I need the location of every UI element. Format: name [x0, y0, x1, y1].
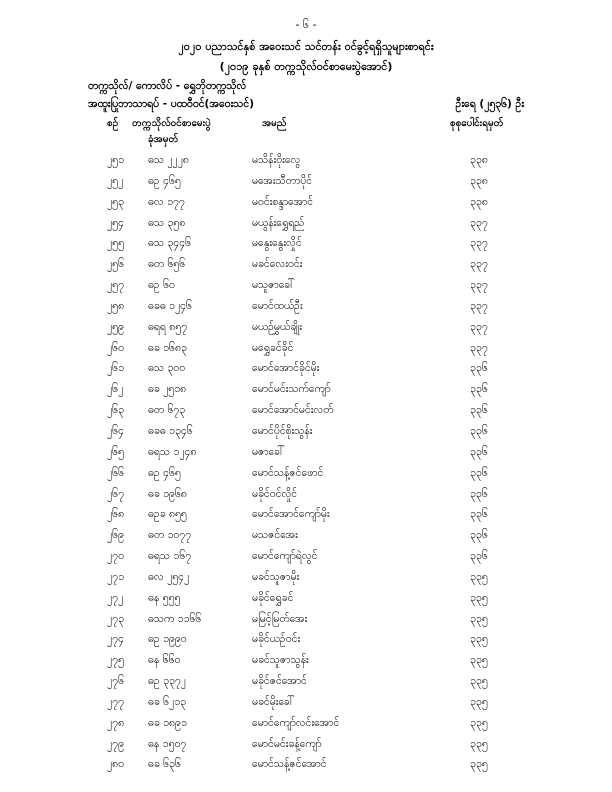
roll-number: ဓဥ ၆၀ — [148, 279, 175, 292]
total-score: ၃၃၇ — [470, 279, 488, 292]
row-number: ၂၅၁ — [107, 154, 124, 166]
roll-number: ဓန ၁၅၀၇ — [148, 737, 187, 750]
student-name: မခင်သူဇာသွန်း — [252, 654, 309, 667]
total-score: ၃၃၅ — [470, 633, 488, 646]
student-name: မောင်အောင်ခိုင်မိုး — [252, 362, 320, 375]
total-score: ၃၃၆ — [470, 550, 488, 563]
table-row — [0, 758, 612, 779]
roll-number: ဓဥခ ၈၅၅ — [148, 508, 187, 521]
student-name: မခိုင်ဝင်လှိုင် — [252, 487, 298, 500]
row-number: ၂၇၈ — [107, 716, 125, 729]
roll-number: ဓရသ ၁၆၇ — [148, 550, 192, 563]
row-number: ၂၇၆ — [107, 675, 124, 688]
table-row — [0, 633, 612, 654]
table-row — [0, 675, 612, 696]
roll-number: ဓရသ ၁၂၄၈ — [148, 445, 197, 458]
total-score: ၃၃၅ — [470, 758, 488, 771]
table-row — [0, 592, 612, 613]
table-row — [0, 717, 612, 738]
roll-number: ဓန ၅၅၅ — [148, 591, 181, 604]
row-number: ၂၆၂ — [107, 383, 124, 396]
row-number: ၂၆၃ — [107, 404, 124, 417]
student-name: မယွန်းရွှေရည် — [252, 216, 305, 229]
row-number: ၂၅၆ — [107, 258, 124, 271]
student-name: မသူဇာခေါ် — [252, 279, 295, 292]
table-row — [0, 342, 612, 363]
row-number: ၂၇၇ — [107, 695, 124, 708]
row-number: ၂၆၄ — [107, 424, 124, 437]
roll-number: ဓခဓ ၁၃၄၆ — [148, 424, 193, 437]
header-name: အမည် — [262, 118, 287, 129]
table-row — [0, 258, 612, 279]
total-score: ၃၃၅ — [470, 570, 488, 583]
roll-number: ဓသက ၁၁၆၆ — [148, 612, 202, 625]
roll-number: ဓလ ၂၅၄၂ — [148, 570, 190, 583]
student-name: မသဇင်အေး — [252, 529, 298, 542]
roll-number: ဓသ ၃၅၈ — [148, 216, 186, 229]
total-score: ၃၃၆ — [470, 404, 488, 417]
student-name: မနွေးနွေးလှိုင် — [252, 237, 302, 250]
roll-number: ဓခ ၁၉၆၈ — [148, 487, 187, 500]
student-name: မောင်သန့်ဇင်အောင် — [252, 758, 327, 771]
total-score: ၃၃၅ — [470, 695, 488, 708]
row-number: ၂၅၉ — [107, 320, 124, 333]
row-number: ၂၆၈ — [107, 508, 125, 521]
row-number: ၂၅၈ — [107, 299, 125, 312]
total-score: ၃၃၈ — [470, 195, 488, 208]
table-row — [0, 321, 612, 342]
row-number: ၂၇၄ — [107, 633, 124, 646]
table-row — [0, 488, 612, 509]
total-score: ၃၃၇ — [470, 341, 488, 354]
student-name: မယဉ်မွှယ်ချိုး — [252, 320, 302, 333]
roll-number: ဓဥ ၃၃၇၂ — [148, 675, 186, 688]
total-score: ၃၃၆ — [470, 466, 488, 479]
total-score: ၃၃၅ — [470, 716, 488, 729]
total-score: ၃၃၅ — [470, 654, 488, 667]
total-score: ၃၃၅ — [470, 737, 488, 750]
table-row — [0, 237, 612, 258]
student-name: မောင်အောင်မင်းလတ် — [252, 404, 334, 417]
student-name: မောင်သန့်ဇင်ဖောင် — [252, 466, 324, 479]
total-score: ၃၃၈ — [470, 174, 488, 187]
table-row — [0, 446, 612, 467]
total-score: ၃၃၇ — [470, 237, 488, 250]
table-body — [0, 154, 612, 779]
total-score: ၃၃၆ — [470, 529, 488, 542]
row-number: ၂၅၇ — [107, 279, 124, 292]
page-number: - ၆ - — [295, 18, 317, 31]
table-row — [0, 279, 612, 300]
table-row — [0, 404, 612, 425]
roll-number: ဓခ ၁၆၈၃ — [148, 341, 187, 354]
document-subtitle: (၂၀၁၉ ခုနှစ် တက္ကသိုလ်ဝင်စာမေးပွဲအောင်) — [219, 60, 393, 73]
row-number: ၂၆၁ — [107, 362, 124, 375]
student-name: မခိုင်ယဉ်ဝင်း — [252, 633, 301, 646]
row-number: ၂၇၅ — [107, 654, 124, 667]
total-score: ၃၃၇ — [470, 216, 488, 229]
student-name: မောင်ပိုင်စိုးသွန်း — [252, 424, 313, 437]
student-name: မခင်လေးဝင်း — [252, 258, 303, 271]
table-row — [0, 383, 612, 404]
student-name: မသိန်းဝိုးလွေ — [252, 154, 301, 166]
roll-number: ဓလ ၁၇၇ — [148, 195, 185, 208]
student-name: မရွှေခင်ခိုင် — [252, 341, 294, 354]
table-row — [0, 696, 612, 717]
table-row — [0, 738, 612, 759]
table-row — [0, 508, 612, 529]
student-name: မခိုင်ဇင်အောင် — [252, 675, 307, 688]
row-number: ၂၇၂ — [107, 591, 124, 604]
total-score: ၃၃၅ — [470, 612, 488, 625]
student-name: မဝင်းစန္ဒာအောင် — [252, 195, 314, 208]
total-score: ၃၃၆ — [470, 424, 488, 437]
total-score: ၃၃၆ — [470, 445, 488, 458]
row-number: ၂၆၆ — [107, 466, 124, 479]
header-score: စုစုပေါင်းရမှတ် — [450, 118, 504, 129]
table-row — [0, 196, 612, 217]
roll-number: ဓခ ၁၈၉၁ — [148, 716, 187, 729]
header-roll-sub: ခုံအမှတ် — [148, 134, 179, 145]
table-row — [0, 425, 612, 446]
roll-number: ဓခဓ ၁၂၄၆ — [148, 299, 192, 312]
student-name: မခင်မိုးခေါ် — [252, 695, 295, 708]
row-number: ၂၇၀ — [107, 550, 124, 563]
row-number: ၂၈၀ — [107, 758, 125, 771]
roll-number: ဓခ ၆၃၆ — [148, 758, 181, 771]
row-number: ၂၅၅ — [107, 237, 124, 250]
roll-number: ဓဥ ၁၉၉၀ — [148, 633, 187, 646]
roll-number: ဓသ ၃၄၄၆ — [148, 237, 192, 250]
meta-line — [88, 98, 524, 113]
total-score: ၃၃၅ — [470, 591, 488, 604]
total-score: ၃၃၇ — [470, 320, 488, 333]
student-name: မဇာခေါ် — [252, 445, 285, 458]
row-number: ၂၅၄ — [107, 216, 124, 229]
student-name: မခိုင်ရွှေခင် — [252, 591, 294, 604]
row-number: ၂၆၀ — [107, 341, 124, 354]
total-score: ၃၃၇ — [470, 299, 488, 312]
table-row — [0, 529, 612, 550]
roll-number: ဓန ၆၆၀ — [148, 654, 181, 667]
roll-number: ဓသ ၃၀၀ — [148, 362, 186, 375]
student-name: မမြင့်မြတ်အေး — [252, 612, 308, 625]
table-row — [0, 154, 612, 175]
table-row — [0, 362, 612, 383]
table-row — [0, 175, 612, 196]
roll-number: ဓသ ၂၂၂၈ — [148, 154, 189, 166]
roll-number: ဓခ ၆၂၁၃ — [148, 695, 187, 708]
roll-number: ဓတ ၆၇၃ — [148, 404, 186, 417]
student-name: မောင်ကျော်ရဲလွင် — [252, 550, 318, 563]
total-score: ၃၃၈ — [470, 154, 488, 166]
student-name: မောင်မင်းခန့်ကျော် — [252, 737, 322, 750]
header-roll: တက္ကသိုလ်ဝင်စာမေးပွဲ — [132, 118, 211, 129]
row-number: ၂၅၂ — [107, 174, 124, 187]
total-score: ၃၃၆ — [470, 383, 488, 396]
roll-number: ဓရရ ၈၅၇ — [148, 320, 188, 333]
student-name: မောင်ကျော်လင်းအောင် — [252, 716, 340, 729]
roll-number: ဓဥ ၄၆၅ — [148, 174, 181, 187]
table-row — [0, 654, 612, 675]
row-number: ၂၆၅ — [107, 445, 124, 458]
student-name: မောင်အောင်ကျော်မိုး — [252, 508, 330, 521]
student-name: မောင်မင်းသက်ကျော် — [252, 383, 331, 396]
row-number: ၂၆၉ — [107, 529, 124, 542]
total-score: ၃၃၆ — [470, 487, 488, 500]
total-score: ၃၃၆ — [470, 508, 488, 521]
table-row — [0, 550, 612, 571]
header-no: စဉ် — [107, 118, 119, 129]
total-score: ၃၃၆ — [470, 362, 488, 375]
roll-number: ဓခ ၂၅၁၈ — [148, 383, 187, 396]
table-row — [0, 571, 612, 592]
subject-label: အထူးပြုဘာသာရပ် - ပထဝီဝင်(အဝေးသင်) — [88, 98, 255, 110]
row-number: ၂၇၉ — [107, 737, 124, 750]
student-name: မအေးသီတာပိုင် — [252, 174, 313, 187]
row-number: ၂၇၁ — [107, 570, 124, 583]
row-number: ၂၅၃ — [107, 195, 124, 208]
table-row — [0, 467, 612, 488]
row-number: ၂၇၃ — [107, 612, 124, 625]
total-score: ၃၃၇ — [470, 258, 488, 271]
document-title: ၂၀၂၀ ပညာသင်နှစ် အဝေးသင် သင်တန်း ဝင်ခွင့်ရရှိသူများစာရင်း — [178, 40, 434, 53]
table-row — [0, 217, 612, 238]
total-count: ဦးရေ (၂၅၃၆) ဦး — [455, 98, 524, 110]
total-score: ၃၃၅ — [470, 675, 488, 688]
university-line: တက္ကသိုလ်/ ကောလိပ် - ရွှေဘိုတက္ကသိုလ် — [88, 80, 247, 92]
roll-number: ဓဥ ၄၆၅ — [148, 466, 181, 479]
student-name: မခင်သူဇာမိုး — [252, 570, 300, 583]
table-row — [0, 300, 612, 321]
roll-number: ဓတ ၁၀၇၇ — [148, 529, 192, 542]
row-number: ၂၆၇ — [107, 487, 124, 500]
table-row — [0, 613, 612, 634]
student-name: မောင်ထယ်ဦး — [252, 299, 303, 312]
roll-number: ဓတ ၆၅၆ — [148, 258, 186, 271]
